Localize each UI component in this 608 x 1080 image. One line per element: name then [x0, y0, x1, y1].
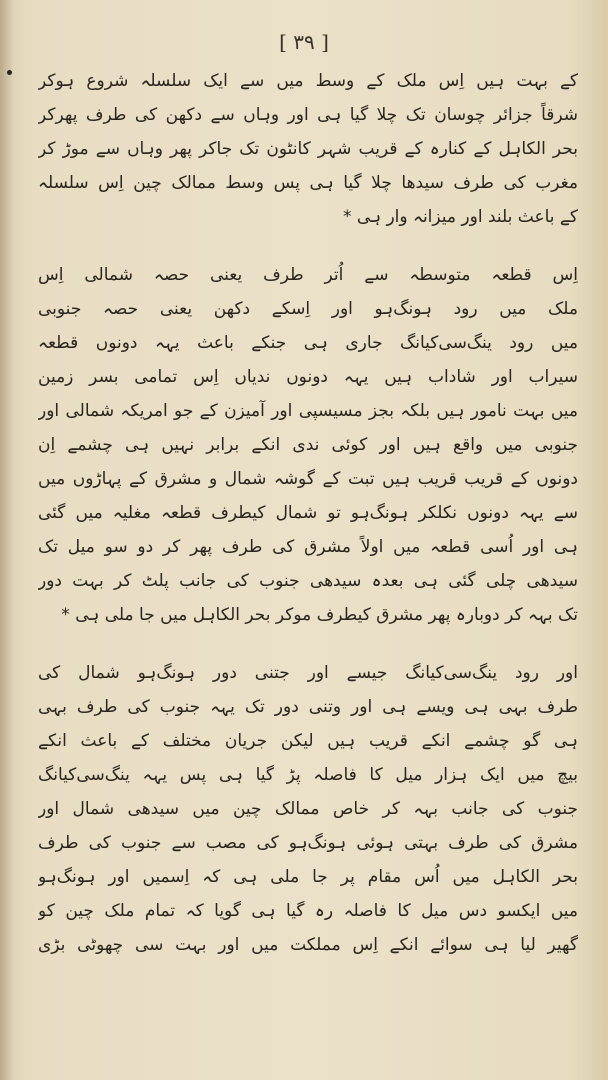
text-line: کے بہت ہیں اِس ملک کے وسط میں سے ایک سلسلہ شروع ہوکر — [38, 71, 578, 91]
text-line: میں رود ینگ‌سی‌کیانگ جاری ہی جنکے باعث یہہ دونوں قطعہ — [38, 333, 578, 353]
text-line: ملک میں رود ہونگ‌ہو اور اِسکے دکھن یعنی حصہ جنوبی — [38, 299, 578, 319]
text-line: میں ایکسو دس میل کا فاصلہ رہ گیا ہی گویا کہ تمام ملک چین کو — [38, 901, 578, 921]
text-line: شرقاً جزائر چوسان تک چلا گیا ہی اور وہاں سے دکھن کی طرف پھرکر — [38, 105, 578, 125]
text-line: بحر الکاہل میں اُس مقام پر جا ملی ہی کہ اِسمیں اور ہونگ‌ہو — [38, 867, 578, 887]
page-edge-shadow — [0, 0, 14, 1080]
text-line: اِس قطعہ متوسطہ سے اُتر طرف یعنی حصہ شمالی اِس — [38, 265, 578, 285]
text-line: مشرق کی طرف بہتی ہوئی ہونگ‌ہو کی مصب سے جنوب کی طرف — [38, 833, 578, 853]
ink-mark — [7, 70, 12, 75]
text-line: جنوب کی جانب بہہ کر خاص ممالک چین میں سیدھی شمال اور — [38, 799, 578, 819]
text-line: جنوبی میں واقع ہیں اور کوئی ندی انکے برابر نہیں ہی چشمے اِن — [38, 435, 578, 455]
text-line: دونوں کے قریب قریب ہیں تبت کے گوشہ شمال و مشرق کے پہاڑوں میں — [38, 469, 578, 489]
paragraph-2 — [38, 258, 578, 632]
paragraph-3 — [38, 656, 578, 962]
text-line: بیچ میں ایک ہزار میل کا فاصلہ پڑ گیا ہی پس یہہ ینگ‌سی‌کیانگ — [38, 765, 578, 785]
text-line: سیراب اور شاداب ہیں یہہ دونوں ندیاں اِس تمامی بسر زمین — [38, 367, 578, 387]
text-line: گھیر لیا ہی سوائے انکے اِس مملکت میں اور بہت سی چھوٹی بڑی — [38, 935, 578, 955]
paragraph-1 — [38, 64, 578, 234]
text-line: ہی اور اُسی قطعہ میں اولاً مشرق کی طرف پھر کر دو سو میل تک — [38, 537, 578, 557]
text-line: تک بہہ کر دوبارہ پھر مشرق کیطرف موکر بحر الکاہل میں جا ملی ہی * — [61, 605, 578, 625]
text-line: طرف بہی ہی ویسے ہی اور وتنی دور تک یہہ جنوب کی طرف بہی — [38, 697, 578, 717]
text-line: ہی گو چشمے انکے قریب ہیں لیکن جریان مختلف کے باعث انکے — [38, 731, 578, 751]
text-line: اور رود ینگ‌سی‌کیانگ جیسے اور جتنی دور ہونگ‌ہو شمال کی — [38, 663, 578, 683]
text-line: مغرب کی طرف سیدھا چلا گیا ہی پس وسط ممالک چین اِس سلسلہ — [38, 173, 578, 193]
text-line: سیدھی چلی گئی ہی بعدہ سیدھی جنوب کی جانب پلٹ کر بہت دور — [38, 571, 578, 591]
text-line: کے باعث بلند اور میزانہ وار ہی * — [343, 207, 578, 227]
text-line: سے یہہ دونوں نکلکر ہونگ‌ہو تو شمال کیطرف قطعہ مغلیہ میں گئی — [38, 503, 578, 523]
text-line: بحر الکاہل کے کنارہ کے قریب شہر کانٹون تک جاکر پھر وہاں سے موڑ کر — [38, 139, 578, 159]
page-number: [ ۳۹ ] — [279, 30, 329, 54]
text-line: میں بہت نامور ہیں بلکہ بجز مسیسپی اور آمیزن کے جو امریکہ شمالی اور — [38, 401, 578, 421]
